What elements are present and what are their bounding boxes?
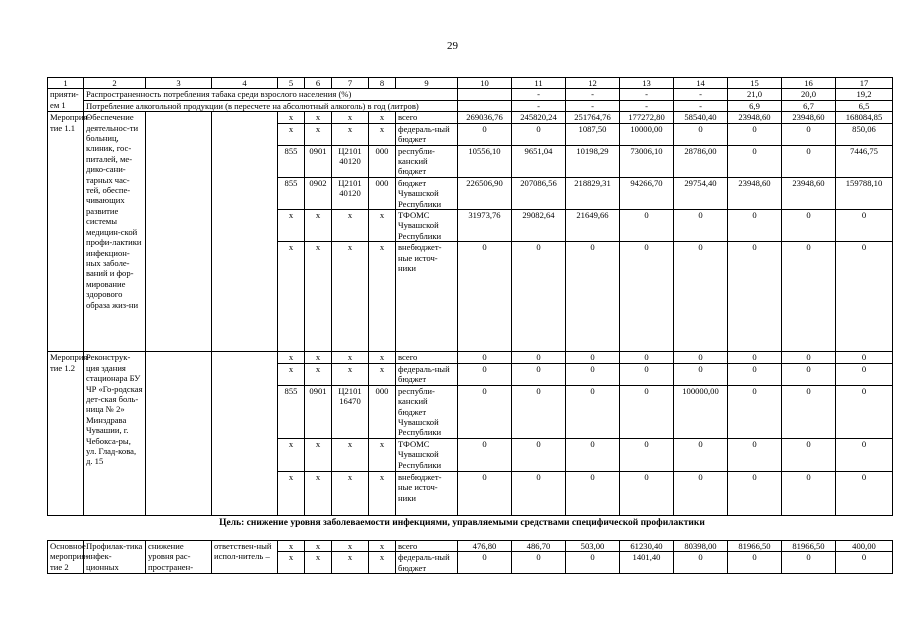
funding-source: всего <box>396 112 458 123</box>
activity-target <box>146 112 212 352</box>
amount-cell: 0 <box>512 438 566 471</box>
amount-cell: 0 <box>566 242 620 352</box>
amount-cell: 0 <box>674 123 728 145</box>
amount-cell: 177272,80 <box>620 112 674 123</box>
indicator-value: - <box>566 100 620 111</box>
amount-cell: 159788,10 <box>836 177 893 209</box>
column-number: 2 <box>84 78 146 89</box>
amount-cell: 29754,40 <box>674 177 728 209</box>
indicator-value: - <box>620 100 674 111</box>
activity-label: Основное мероприя-тие 2 <box>48 541 84 574</box>
budget-code: x <box>332 352 369 363</box>
budget-code: 855 <box>278 385 305 438</box>
activity-responsible: ответствен-ный испол-нитель – <box>212 541 278 574</box>
indicator-label: прияти-ем 1 <box>48 89 84 112</box>
column-number: 1 <box>48 78 84 89</box>
budget-code: 000 <box>369 145 396 177</box>
amount-cell: 0 <box>512 552 566 574</box>
funding-source: федераль-ный бюджет <box>396 363 458 385</box>
budget-code: x <box>305 471 332 515</box>
amount-cell: 0 <box>674 471 728 515</box>
amount-cell: 0 <box>512 385 566 438</box>
amount-cell: 0 <box>620 363 674 385</box>
budget-code: x <box>278 352 305 363</box>
amount-cell: 0 <box>566 471 620 515</box>
budget-code: x <box>305 438 332 471</box>
amount-cell: 0 <box>836 438 893 471</box>
amount-cell: 0 <box>728 352 782 363</box>
column-number: 10 <box>458 78 512 89</box>
amount-cell: 61230,40 <box>620 541 674 552</box>
amount-cell: 23948,60 <box>728 112 782 123</box>
budget-code: x <box>369 541 396 552</box>
activity-description: Реконструк-ция здания стационара БУ ЧР «Го-родская дет-ская боль-ница № 2» Минздрава Чувашии, г. Чебокса-ры, ул. Глад-кова, д. 15 <box>84 352 146 515</box>
column-number: 6 <box>305 78 332 89</box>
indicator-value: - <box>674 89 728 100</box>
amount-cell: 486,70 <box>512 541 566 552</box>
amount-cell: 0 <box>782 385 836 438</box>
budget-code: x <box>278 210 305 242</box>
amount-cell: 0 <box>674 552 728 574</box>
funding-source: федераль-ный бюджет <box>396 123 458 145</box>
amount-cell: 0 <box>782 363 836 385</box>
amount-cell: 58540,40 <box>674 112 728 123</box>
amount-cell: 0 <box>782 352 836 363</box>
header-row <box>48 78 893 89</box>
column-number: 12 <box>566 78 620 89</box>
budget-code: x <box>305 112 332 123</box>
finance-row <box>48 112 893 123</box>
column-number: 8 <box>369 78 396 89</box>
budget-code: x <box>369 112 396 123</box>
budget-code: 855 <box>278 177 305 209</box>
budget-code: x <box>332 112 369 123</box>
amount-cell: 0 <box>674 438 728 471</box>
amount-cell: 0 <box>566 352 620 363</box>
program-finance-table <box>47 77 893 516</box>
amount-cell: 80398,00 <box>674 541 728 552</box>
budget-code: x <box>278 438 305 471</box>
indicator-value: 20,0 <box>782 89 836 100</box>
amount-cell: 0 <box>728 363 782 385</box>
amount-cell: 850,06 <box>836 123 893 145</box>
indicator-name: Распространенность потребления табака среди взрослого населения (%) <box>84 89 458 100</box>
amount-cell: 0 <box>620 471 674 515</box>
column-number: 4 <box>212 78 278 89</box>
amount-cell: 0 <box>458 242 512 352</box>
indicator-row <box>48 89 893 100</box>
budget-code: x <box>369 438 396 471</box>
budget-code: x <box>305 363 332 385</box>
budget-code: x <box>332 552 369 574</box>
budget-code: x <box>332 123 369 145</box>
amount-cell: 0 <box>728 145 782 177</box>
finance-row <box>48 541 893 552</box>
budget-code: x <box>278 112 305 123</box>
budget-code: x <box>305 352 332 363</box>
funding-source: ТФОМС Чувашской Республики <box>396 210 458 242</box>
amount-cell: 0 <box>782 242 836 352</box>
indicator-empty-cell <box>458 100 512 111</box>
activity-target <box>146 352 212 515</box>
indicator-name: Потребление алкогольной продукции (в пересчете на абсолютный алкоголь) в год (литров) <box>84 100 458 111</box>
budget-code: x <box>369 552 396 574</box>
amount-cell: 0 <box>836 242 893 352</box>
finance-row <box>48 352 893 363</box>
amount-cell: 0 <box>836 552 893 574</box>
activity-target: снижение уровня рас-пространен- <box>146 541 212 574</box>
funding-source: ТФОМС Чувашской Республики <box>396 438 458 471</box>
budget-code: x <box>278 552 305 574</box>
column-number: 7 <box>332 78 369 89</box>
indicator-value: - <box>674 100 728 111</box>
activity-responsible <box>212 112 278 352</box>
amount-cell: 0 <box>836 210 893 242</box>
activity-label: Мероприя-тие 1.1 <box>48 112 84 352</box>
amount-cell: 0 <box>512 471 566 515</box>
amount-cell: 0 <box>566 438 620 471</box>
amount-cell: 0 <box>728 242 782 352</box>
amount-cell: 0 <box>620 242 674 352</box>
funding-source: бюджет Чувашской Республики <box>396 177 458 209</box>
activity-responsible <box>212 352 278 515</box>
amount-cell: 0 <box>620 352 674 363</box>
amount-cell: 0 <box>728 552 782 574</box>
indicator-row <box>48 100 893 111</box>
amount-cell: 0 <box>458 552 512 574</box>
budget-code: x <box>369 242 396 352</box>
budget-code: x <box>305 552 332 574</box>
amount-cell: 0 <box>674 210 728 242</box>
amount-cell: 29082,64 <box>512 210 566 242</box>
amount-cell: 0 <box>782 471 836 515</box>
budget-code: x <box>332 438 369 471</box>
amount-cell: 476,80 <box>458 541 512 552</box>
goal-heading: Цель: снижение уровня заболеваемости инфекциями, управляемыми средствами специфической профилактики <box>219 518 705 528</box>
amount-cell: 0 <box>782 145 836 177</box>
activity-description: Обеспечение деятельнос-ти больниц, клиник, гос-питалей, ме-дико-сани-тарных час-тей, обеспе-чивающих развитие системы медицин-ской профи-лактики инфекцион-ных заболе-ваний и фор-мирование здорового образа жиз-ни <box>84 112 146 352</box>
amount-cell: 0 <box>458 123 512 145</box>
amount-cell: 7446,75 <box>836 145 893 177</box>
amount-cell: 207086,56 <box>512 177 566 209</box>
amount-cell: 226506,90 <box>458 177 512 209</box>
budget-code: 000 <box>369 385 396 438</box>
amount-cell: 0 <box>728 385 782 438</box>
amount-cell: 10000,00 <box>620 123 674 145</box>
budget-code: Ц2101 16470 <box>332 385 369 438</box>
budget-code: Ц2101 40120 <box>332 145 369 177</box>
amount-cell: 0 <box>512 123 566 145</box>
indicator-value: 6,5 <box>836 100 893 111</box>
funding-source: республи-канский бюджет <box>396 145 458 177</box>
budget-code: 0901 <box>305 145 332 177</box>
amount-cell: 168084,85 <box>836 112 893 123</box>
budget-code: x <box>332 541 369 552</box>
budget-code: x <box>369 352 396 363</box>
amount-cell: 0 <box>620 438 674 471</box>
amount-cell: 0 <box>782 210 836 242</box>
budget-code: x <box>332 210 369 242</box>
amount-cell: 0 <box>782 438 836 471</box>
column-number: 11 <box>512 78 566 89</box>
amount-cell: 0 <box>728 123 782 145</box>
amount-cell: 23948,60 <box>728 177 782 209</box>
budget-code: x <box>369 471 396 515</box>
column-number: 14 <box>674 78 728 89</box>
amount-cell: 0 <box>566 363 620 385</box>
budget-code: x <box>278 541 305 552</box>
budget-code: x <box>305 541 332 552</box>
amount-cell: 0 <box>836 363 893 385</box>
indicator-value: - <box>512 100 566 111</box>
funding-source: всего <box>396 541 458 552</box>
amount-cell: 21649,66 <box>566 210 620 242</box>
column-number: 16 <box>782 78 836 89</box>
activity-label: Мероприя-тие 1.2 <box>48 352 84 515</box>
funding-source: внебюджет-ные источ-ники <box>396 471 458 515</box>
column-number: 9 <box>396 78 458 89</box>
column-number: 3 <box>146 78 212 89</box>
amount-cell: 10556,10 <box>458 145 512 177</box>
amount-cell: 0 <box>458 385 512 438</box>
funding-source: федераль-ный бюджет <box>396 552 458 574</box>
amount-cell: 0 <box>512 363 566 385</box>
amount-cell: 0 <box>566 385 620 438</box>
column-number: 13 <box>620 78 674 89</box>
amount-cell: 10198,29 <box>566 145 620 177</box>
budget-code: 0902 <box>305 177 332 209</box>
amount-cell: 31973,76 <box>458 210 512 242</box>
budget-code: 000 <box>369 177 396 209</box>
amount-cell: 245820,24 <box>512 112 566 123</box>
page-number: 29 <box>447 40 458 52</box>
amount-cell: 0 <box>458 438 512 471</box>
amount-cell: 0 <box>728 471 782 515</box>
amount-cell: 269036,76 <box>458 112 512 123</box>
budget-code: x <box>278 471 305 515</box>
indicator-value: - <box>566 89 620 100</box>
main-activity-2-table <box>47 540 893 574</box>
indicator-value: 6,7 <box>782 100 836 111</box>
amount-cell: 0 <box>512 242 566 352</box>
budget-code: x <box>278 363 305 385</box>
column-number: 15 <box>728 78 782 89</box>
funding-source: республи-канский бюджет Чувашской Республики <box>396 385 458 438</box>
amount-cell: 73006,10 <box>620 145 674 177</box>
amount-cell: 0 <box>728 210 782 242</box>
budget-code: x <box>332 363 369 385</box>
budget-code: Ц2101 40120 <box>332 177 369 209</box>
budget-code: x <box>369 210 396 242</box>
indicator-value: 21,0 <box>728 89 782 100</box>
amount-cell: 0 <box>674 352 728 363</box>
amount-cell: 0 <box>782 552 836 574</box>
amount-cell: 400,00 <box>836 541 893 552</box>
funding-source: всего <box>396 352 458 363</box>
indicator-empty-cell <box>458 89 512 100</box>
budget-code: 855 <box>278 145 305 177</box>
amount-cell: 28786,00 <box>674 145 728 177</box>
amount-cell: 0 <box>620 385 674 438</box>
amount-cell: 9651,04 <box>512 145 566 177</box>
amount-cell: 503,00 <box>566 541 620 552</box>
indicator-value: 19,2 <box>836 89 893 100</box>
funding-source: внебюджет-ные источ-ники <box>396 242 458 352</box>
indicator-value: 6,9 <box>728 100 782 111</box>
budget-code: x <box>369 363 396 385</box>
budget-code: x <box>332 471 369 515</box>
amount-cell: 0 <box>512 352 566 363</box>
budget-code: x <box>305 123 332 145</box>
amount-cell: 100000,00 <box>674 385 728 438</box>
amount-cell: 0 <box>674 242 728 352</box>
column-number: 5 <box>278 78 305 89</box>
amount-cell: 81966,50 <box>728 541 782 552</box>
amount-cell: 0 <box>620 210 674 242</box>
amount-cell: 218829,31 <box>566 177 620 209</box>
amount-cell: 94266,70 <box>620 177 674 209</box>
amount-cell: 23948,60 <box>782 112 836 123</box>
indicator-value: - <box>620 89 674 100</box>
activity-description: Профилак-тика инфек-ционных <box>84 541 146 574</box>
amount-cell: 0 <box>836 385 893 438</box>
column-number: 17 <box>836 78 893 89</box>
amount-cell: 81966,50 <box>782 541 836 552</box>
amount-cell: 251764,76 <box>566 112 620 123</box>
amount-cell: 0 <box>836 471 893 515</box>
budget-code: x <box>369 123 396 145</box>
amount-cell: 1401,40 <box>620 552 674 574</box>
amount-cell: 0 <box>458 352 512 363</box>
amount-cell: 1087,50 <box>566 123 620 145</box>
amount-cell: 23948,60 <box>782 177 836 209</box>
amount-cell: 0 <box>836 352 893 363</box>
amount-cell: 0 <box>674 363 728 385</box>
budget-code: 0901 <box>305 385 332 438</box>
budget-code: x <box>278 123 305 145</box>
amount-cell: 0 <box>566 552 620 574</box>
budget-code: x <box>305 242 332 352</box>
budget-code: x <box>332 242 369 352</box>
amount-cell: 0 <box>458 471 512 515</box>
amount-cell: 0 <box>458 363 512 385</box>
budget-code: x <box>305 210 332 242</box>
budget-code: x <box>278 242 305 352</box>
amount-cell: 0 <box>728 438 782 471</box>
amount-cell: 0 <box>782 123 836 145</box>
indicator-value: - <box>512 89 566 100</box>
